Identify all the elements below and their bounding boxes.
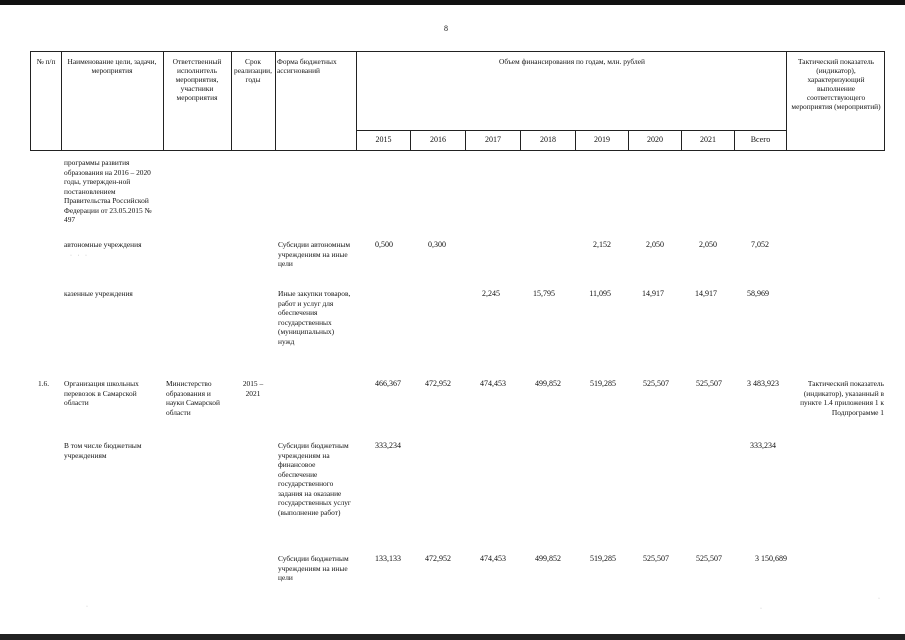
row-16-responsible: Министерство образования и науки Самарской области: [166, 379, 220, 417]
year-2019: 2019: [594, 135, 610, 144]
row-16-indicator: Тактический показатель (индикатор), указанный в пункте 1.4 приложения 1 к Подпрограмме 1: [800, 379, 884, 417]
scan-dot: ·: [760, 606, 764, 612]
row-kazen-2017: 2,245: [482, 289, 500, 298]
row-16-total: 3 483,923: [747, 379, 779, 388]
year-2017: 2017: [485, 135, 501, 144]
top-scan-border: [0, 0, 905, 5]
row-budget-other-2021: 525,507: [696, 554, 722, 563]
row-budget-other-form: Субсидии бюджетным учреждениям на иные цели: [278, 554, 349, 582]
row-budget-name: В том числе бюджетным учреждениям: [64, 441, 142, 460]
row-budget-other-2015: 133,133: [375, 554, 401, 563]
row-16-2017: 474,453: [480, 379, 506, 388]
row-budget-other-2018: 499,852: [535, 554, 561, 563]
row-16-2016: 472,952: [425, 379, 451, 388]
col-divider: [61, 51, 62, 151]
year-total: Всего: [750, 135, 771, 144]
header-volume: Объем финансирования по годам, млн. рублей: [499, 57, 645, 66]
year-row-line: [356, 130, 786, 131]
row-kazen-2020: 14,917: [642, 289, 664, 298]
bottom-scan-border: [0, 634, 905, 640]
row-budget-other-total: 3 150,689: [755, 554, 787, 563]
row-auto-2016: 0,300: [428, 240, 446, 249]
year-2015: 2015: [375, 135, 392, 144]
row-budget-2015: 333,234: [375, 441, 401, 450]
row-16-2020: 525,507: [643, 379, 669, 388]
row-auto-total: 7,052: [751, 240, 769, 249]
row-auto-name: автономные учреждения: [64, 240, 142, 249]
row-auto-2020: 2,050: [646, 240, 664, 249]
row-kazen-2018: 15,795: [533, 289, 555, 298]
row-kazen-total: 58,969: [747, 289, 769, 298]
row-kazen-2021: 14,917: [695, 289, 717, 298]
page-number: 8: [444, 24, 448, 33]
year-2016: 2016: [430, 135, 446, 144]
row-auto-2015: 0,500: [375, 240, 393, 249]
year-2020: 2020: [647, 135, 663, 144]
row-budget-form: Субсидии бюджетным учреждениям на финансовое обеспечение государственного задания на оказание государственных услуг (выполнение работ): [278, 441, 351, 517]
row-budget-other-2020: 525,507: [643, 554, 669, 563]
col-divider: [163, 51, 164, 151]
row-budget-total: 333,234: [750, 441, 776, 450]
col-divider: [275, 51, 276, 151]
header-form: Форма бюджетных ассигнований: [277, 57, 337, 75]
header-name: Наименование цели, задачи, мероприятия: [67, 57, 157, 75]
col-divider: [786, 51, 787, 151]
scan-dots: · · ·: [70, 253, 89, 259]
row-16-2021: 525,507: [696, 379, 722, 388]
scan-dot: ·: [878, 596, 882, 602]
row-16-2019: 519,285: [590, 379, 616, 388]
row-16-name: Организация школьных перевозок в Самарской области: [64, 379, 139, 407]
row-auto-form: Субсидии автономным учреждениям на иные цели: [278, 240, 351, 268]
header-number: № п/п: [36, 57, 56, 66]
row-kazen-name: казенные учреждения: [64, 289, 133, 298]
row-kazen-2019: 11,095: [589, 289, 611, 298]
year-2018: 2018: [540, 135, 556, 144]
row-16-number: 1.6.: [38, 379, 50, 388]
row-16-term: 2015 – 2021: [242, 379, 264, 398]
scan-dot: ·: [86, 604, 90, 610]
row-16-2018: 499,852: [535, 379, 561, 388]
row-kazen-form: Иные закупки товаров, работ и услуг для обеспечения государственных (муниципальных) нужд: [278, 289, 351, 346]
row-auto-2019: 2,152: [593, 240, 611, 249]
header-indicator: Тактический показатель (индикатор), характеризующий выполнение соответствующего мероприятия (мероприятий): [791, 57, 881, 111]
year-2021: 2021: [700, 135, 716, 144]
row-auto-2021: 2,050: [699, 240, 717, 249]
row-budget-other-2016: 472,952: [425, 554, 451, 563]
row-budget-other-2017: 474,453: [480, 554, 506, 563]
row-16-2015: 466,367: [375, 379, 401, 388]
header-responsible: Ответственный исполнитель мероприятия, участники мероприятия: [172, 57, 222, 102]
program-continuation-text: программы развития образования на 2016 – 2020 годы, утвержден-ной постановлением Правительства Российской Федерации от 23.05.2015 № 497: [64, 158, 152, 224]
row-budget-other-2019: 519,285: [590, 554, 616, 563]
header-term: Срок реализации, годы: [234, 57, 272, 84]
